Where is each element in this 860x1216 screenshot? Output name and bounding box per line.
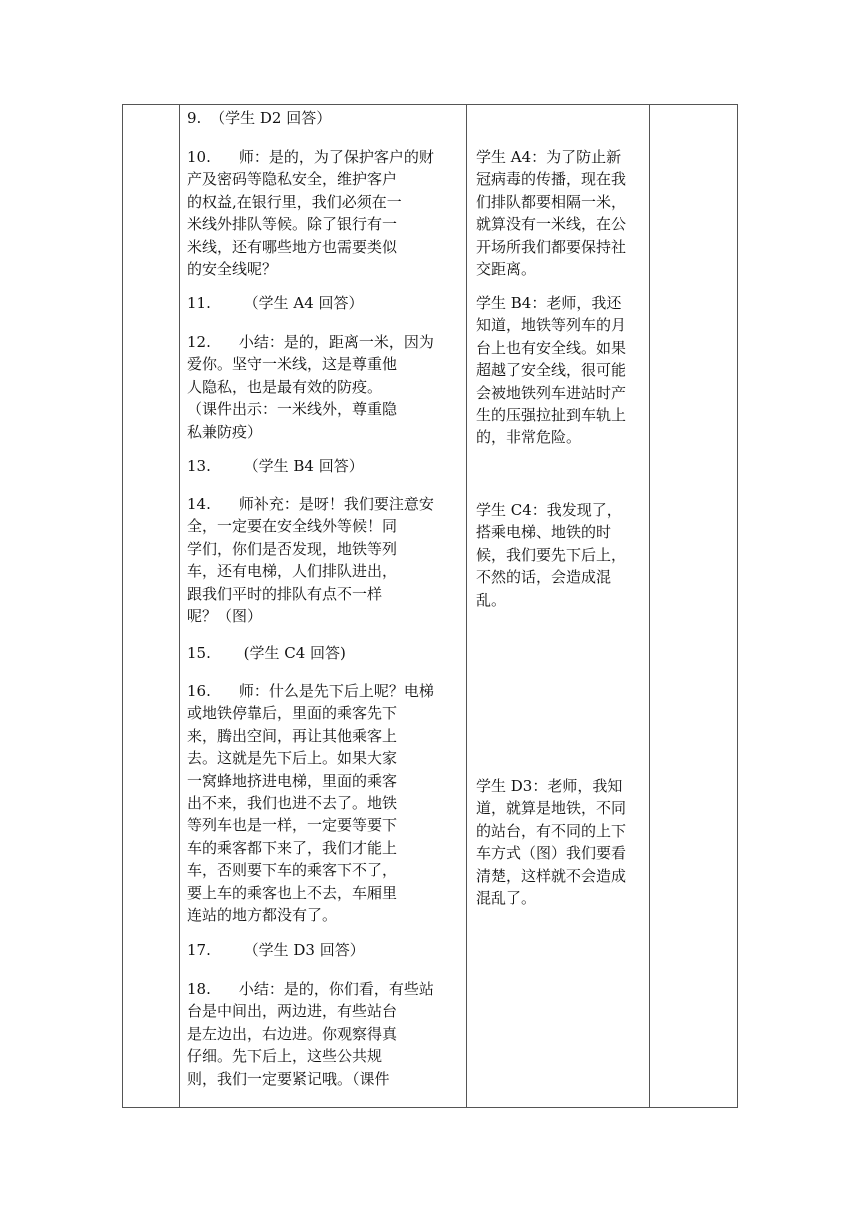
response-line: 就算没有一米线，在公 (476, 215, 627, 234)
item-line: 全，一定要在安全线外等候！同 (187, 517, 398, 536)
lesson-table (122, 104, 738, 1108)
response-line: 学生 D3：老师，我知 (476, 777, 623, 795)
item-number: 15. (187, 644, 211, 662)
list-item (187, 680, 461, 926)
item-line: 出不来，我们也进不去了。地铁 (187, 794, 398, 813)
item-line: （学生 A4 回答） (243, 294, 364, 312)
response-line: 超越了安全线，很可能 (476, 361, 627, 380)
item-line: 私兼防疫） (187, 422, 263, 441)
item-number: 11. (187, 294, 211, 312)
item-line: 师：什么是先下后上呢？电梯 (238, 682, 434, 700)
item-line: 等列车也是一样，一定要等要下 (187, 816, 398, 835)
item-line: 是左边出，右边进。你观察得真 (187, 1024, 398, 1043)
item-number: 18. (187, 980, 211, 998)
response-line: 台上也有安全线。如果 (476, 338, 627, 357)
item-line: 则，我们一定要紧记哦。（课件 (187, 1069, 390, 1088)
column-divider (179, 105, 180, 1107)
list-item (187, 939, 461, 961)
item-line: 呢？（图） (187, 607, 263, 626)
item-line: 车的乘客都下来了，我们才能上 (187, 838, 398, 857)
item-line: 来，腾出空间，再让其他乘客上 (187, 726, 398, 745)
item-number: 17. (187, 941, 211, 959)
item-line: （课件出示：一米线外，尊重隐 (187, 400, 398, 419)
item-line: 小结：是的，距离一米，因为 (238, 333, 434, 351)
response-line: 车方式（图）我们要看 (476, 844, 627, 863)
response-line: 的，非常危险。 (476, 428, 582, 447)
list-item (187, 146, 461, 280)
item-line: 产及密码等隐私安全，维护客户 (187, 170, 398, 189)
student-response (476, 499, 646, 611)
student-response (476, 146, 646, 280)
response-line: 乱。 (476, 590, 507, 609)
item-number: 14. (187, 495, 211, 513)
item-line: 米线，还有哪些地方也需要类似 (187, 237, 398, 256)
item-line: 车，否则要下车的乘客下不了， (187, 861, 398, 880)
item-line: 去。这就是先下后上。如果大家 (187, 749, 398, 768)
item-line: 跟我们平时的排队有点不一样 (187, 584, 383, 603)
item-number: 9. (187, 109, 202, 127)
response-line: 生的压强拉扯到车轨上 (476, 406, 627, 425)
response-line: 清楚，这样就不会造成 (476, 866, 627, 885)
response-line: 混乱了。 (476, 889, 537, 908)
list-item (187, 292, 461, 314)
item-line: 师：是的，为了保护客户的财 (238, 148, 434, 166)
item-line: 连站的地方都没有了。 (187, 906, 338, 925)
item-line: 车，还有电梯，人们排队进出， (187, 562, 398, 581)
column-divider (649, 105, 650, 1107)
item-number: 12. (187, 333, 211, 351)
item-line: 人隐私，也是最有效的防疫。 (187, 377, 383, 396)
item-line: 的安全线呢？ (187, 260, 278, 279)
response-line: 不然的话，会造成混 (476, 568, 612, 587)
item-line: 爱你。坚守一米线，这是尊重他 (187, 355, 398, 374)
list-item (187, 331, 461, 443)
item-line: 师补充：是呀！我们要注意安 (238, 495, 434, 513)
item-line: 一窝蜂地挤进电梯，里面的乘客 (187, 771, 398, 790)
item-number: 13. (187, 457, 211, 475)
student-response (476, 775, 646, 909)
student-response (476, 292, 646, 449)
response-line: 开场所我们都要保持社 (476, 237, 627, 256)
response-line: 们排队都要相隔一米， (476, 192, 627, 211)
response-line: 交距离。 (476, 260, 537, 279)
item-line: 仔细。先下后上，这些公共规 (187, 1047, 383, 1066)
response-line: 冠病毒的传播，现在我 (476, 170, 627, 189)
response-line: 搭乘电梯、地铁的时 (476, 523, 612, 542)
item-line: 米线外排队等候。除了银行有一 (187, 215, 398, 234)
response-line: 道，就算是地铁，不同 (476, 799, 627, 818)
item-line: （学生 B4 回答） (243, 457, 364, 475)
response-line: 学生 B4：老师，我还 (476, 294, 622, 312)
item-line: （学生 D2 回答） (210, 109, 332, 127)
response-line: 知道，地铁等列车的月 (476, 316, 627, 335)
response-line: 学生 A4：为了防止新 (476, 148, 622, 166)
list-item (187, 642, 461, 664)
list-item (187, 493, 461, 627)
column-divider (466, 105, 467, 1107)
item-number: 10. (187, 148, 211, 166)
list-item (187, 978, 461, 1090)
item-line: （学生 D3 回答） (243, 941, 365, 959)
item-line: (学生 C4 回答) (243, 644, 346, 662)
list-item (187, 455, 461, 477)
response-line: 会被地铁列车进站时产 (476, 383, 627, 402)
item-line: 要上车的乘客也上不去，车厢里 (187, 883, 398, 902)
item-line: 学们，你们是否发现，地铁等列 (187, 539, 398, 558)
response-line: 学生 C4：我发现了， (476, 501, 622, 519)
item-number: 16. (187, 682, 211, 700)
item-line: 或地铁停靠后，里面的乘客先下 (187, 704, 398, 723)
item-line: 台是中间出，两边进，有些站台 (187, 1002, 398, 1021)
item-line: 的权益,在银行里，我们必须在一 (187, 192, 402, 211)
list-item (187, 107, 461, 129)
response-line: 候，我们要先下后上， (476, 545, 627, 564)
item-line: 小结：是的，你们看，有些站 (238, 980, 434, 998)
response-line: 的站台，有不同的上下 (476, 821, 627, 840)
